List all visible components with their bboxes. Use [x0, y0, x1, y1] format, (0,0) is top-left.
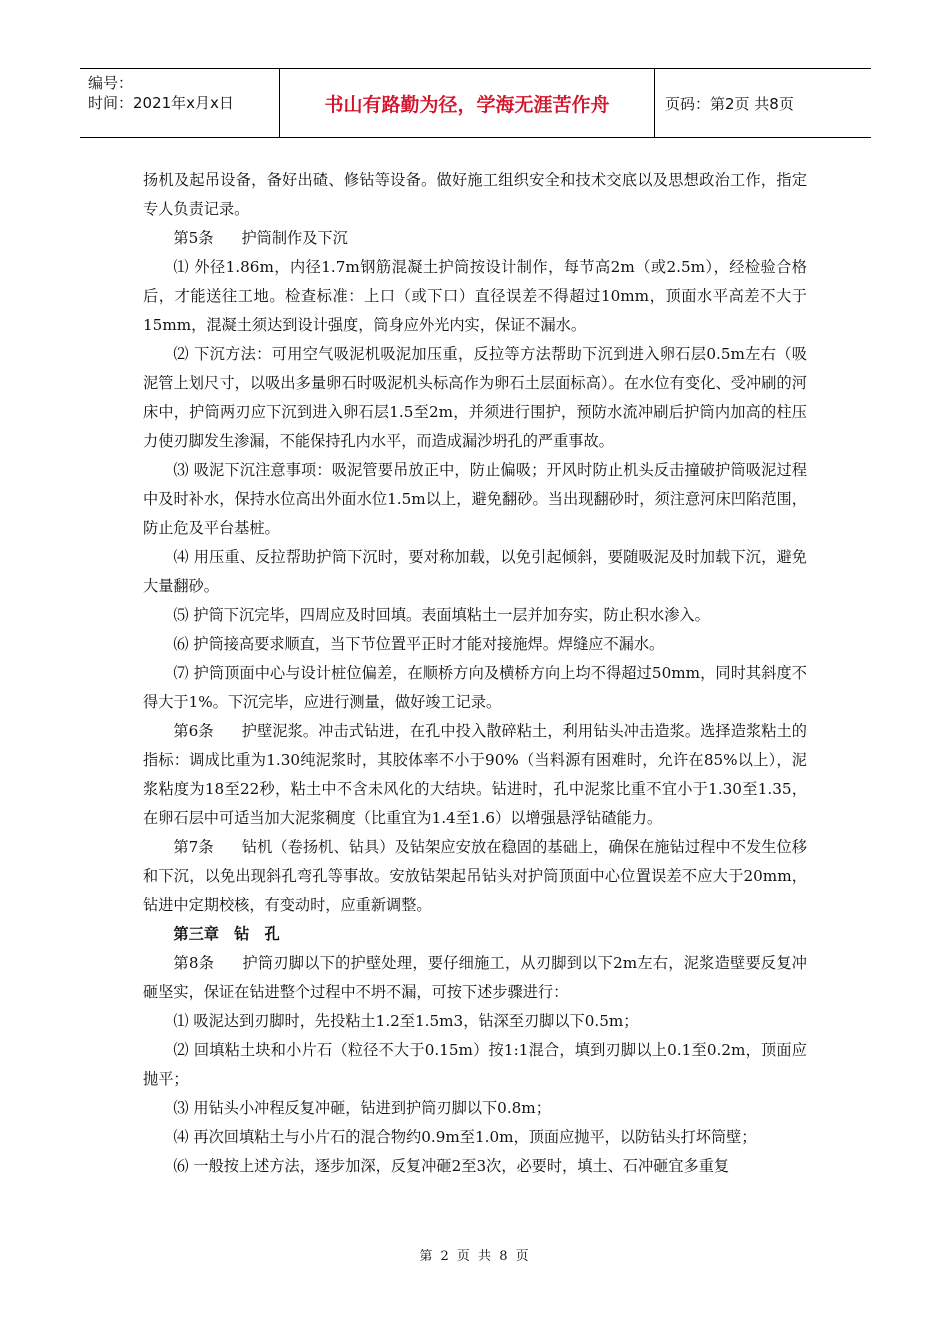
step: ⑴ 吸泥达到刃脚时，先投粘土1.2至1.5m3，钻深至刃脚以下0.5m； [173, 1012, 639, 1030]
article-number: 第6条 [173, 722, 214, 740]
step: ⑶ 用钻头小冲程反复冲砸，钻进到护筒刃脚以下0.8m； [173, 1099, 551, 1117]
article [143, 717, 807, 833]
paragraph: ⑴ 外径1.86m，内径1.7m钢筋混凝土护筒按设计制作，每节高2m（或2.5m），经检验合格后，才能送往工地。检查标准：上口（或下口）直径误差不得超过10mm，顶面水平高差不大于15mm，混凝土须达到设计强度，筒身应外光内实，保证不漏水。 [143, 258, 807, 334]
article-number: 第8条 [173, 954, 215, 972]
number-label: 编号： [88, 74, 134, 92]
step: ⑷ 再次回填粘土与小片石的混合物约0.9m至1.0m，顶面应抛平，以防钻头打坏筒壁； [173, 1128, 757, 1146]
page-footer: 第 2 页 共 8 页 [419, 1249, 531, 1264]
paragraph: 扬机及起吊设备，备好出碴、修钻等设备。做好施工组织安全和技术交底以及思想政治工作，指定专人负责记录。 [143, 171, 807, 218]
article-heading [143, 224, 807, 253]
article-number: 第5条 [173, 229, 214, 247]
article-text: 护壁泥浆。冲击式钻进，在孔中投入散碎粘土，利用钻头冲击造浆。选择造浆粘土的指标：调成比重为1.30纯泥浆时，其胶体率不小于90%（当料源有困难时，允许在85%以上），泥浆粘度为18至22秒，粘土中不含未风化的大结块。钻进时，孔中泥浆比重不宜小于1.30至1.35，在卵石层中可适当加大泥浆稠度（比重宜为1.4至1.6）以增强悬浮钻碴能力。 [143, 722, 807, 827]
paragraph: ⑶ 吸泥下沉注意事项：吸泥管要吊放正中，防止偏吸；开风时防止机头反击撞破护筒吸泥过程中及时补水，保持水位高出外面水位1.5m以上，避免翻砂。当出现翻砂时，须注意河床凹陷范围，防止危及平台基桩。 [143, 461, 807, 537]
paragraph: ⑷ 用压重、反拉帮助护筒下沉时，要对称加载，以免引起倾斜，要随吸泥及时加载下沉，避免大量翻砂。 [143, 548, 807, 595]
article-title: 护筒制作及下沉 [241, 229, 348, 247]
step: ⑹ 一般按上述方法，逐步加深，反复冲砸2至3次，必要时，填土、石冲砸宜多重复 [173, 1157, 730, 1175]
paragraph: ⑺ 护筒顶面中心与设计桩位偏差，在顺桥方向及横桥方向上均不得超过50mm，同时其斜度不得大于1%。下沉完毕，应进行测量，做好竣工记录。 [143, 664, 807, 711]
header-table [80, 68, 871, 138]
step: ⑵ 回填粘土块和小片石（粒径不大于0.15m）按1:1混合，填到刃脚以上0.1至0.2m，顶面应抛平； [143, 1041, 807, 1088]
header-motto: 书山有路勤为径，学海无涯苦作舟 [280, 69, 655, 137]
date-label: 时间：2021年x月x日 [88, 94, 234, 112]
chapter-heading: 第三章 钻 孔 [173, 925, 280, 943]
article-number: 第7条 [173, 838, 214, 856]
article-text: 钻机（卷扬机、钻具）及钻架应安放在稳固的基础上，确保在施钻过程中不发生位移和下沉，以免出现斜孔弯孔等事故。安放钻架起吊钻头对护筒顶面中心位置误差不应大于20mm，钻进中定期校核，有变动时，应重新调整。 [143, 838, 807, 914]
paragraph: ⑸ 护筒下沉完毕，四周应及时回填。表面填粘土一层并加夯实，防止积水渗入。 [173, 606, 710, 624]
article-text: 护筒刃脚以下的护壁处理，要仔细施工，从刃脚到以下2m左右，泥浆造壁要反复冲砸坚实，保证在钻进整个过程中不坍不漏，可按下述步骤进行： [143, 954, 807, 1001]
paragraph: ⑵ 下沉方法：可用空气吸泥机吸泥加压重，反拉等方法帮助下沉到进入卵石层0.5m左右（吸泥管上划尺寸，以吸出多量卵石时吸泥机头标高作为卵石土层面标高）。在水位有变化、受冲刷的河床中，护筒两刃应下沉到进入卵石层1.5至2m，并须进行围护，预防水流冲刷后护筒内加高的柱压力使刃脚发生渗漏，不能保持孔内水平，而造成漏沙坍孔的严重事故。 [143, 345, 807, 450]
header-meta [80, 69, 280, 137]
article [143, 833, 807, 920]
article [143, 949, 807, 1007]
document-body [143, 166, 807, 1181]
paragraph: ⑹ 护筒接高要求顺直，当下节位置平正时才能对接施焊。焊缝应不漏水。 [173, 635, 665, 653]
header-page-label: 页码：第2页 共8页 [665, 94, 794, 113]
